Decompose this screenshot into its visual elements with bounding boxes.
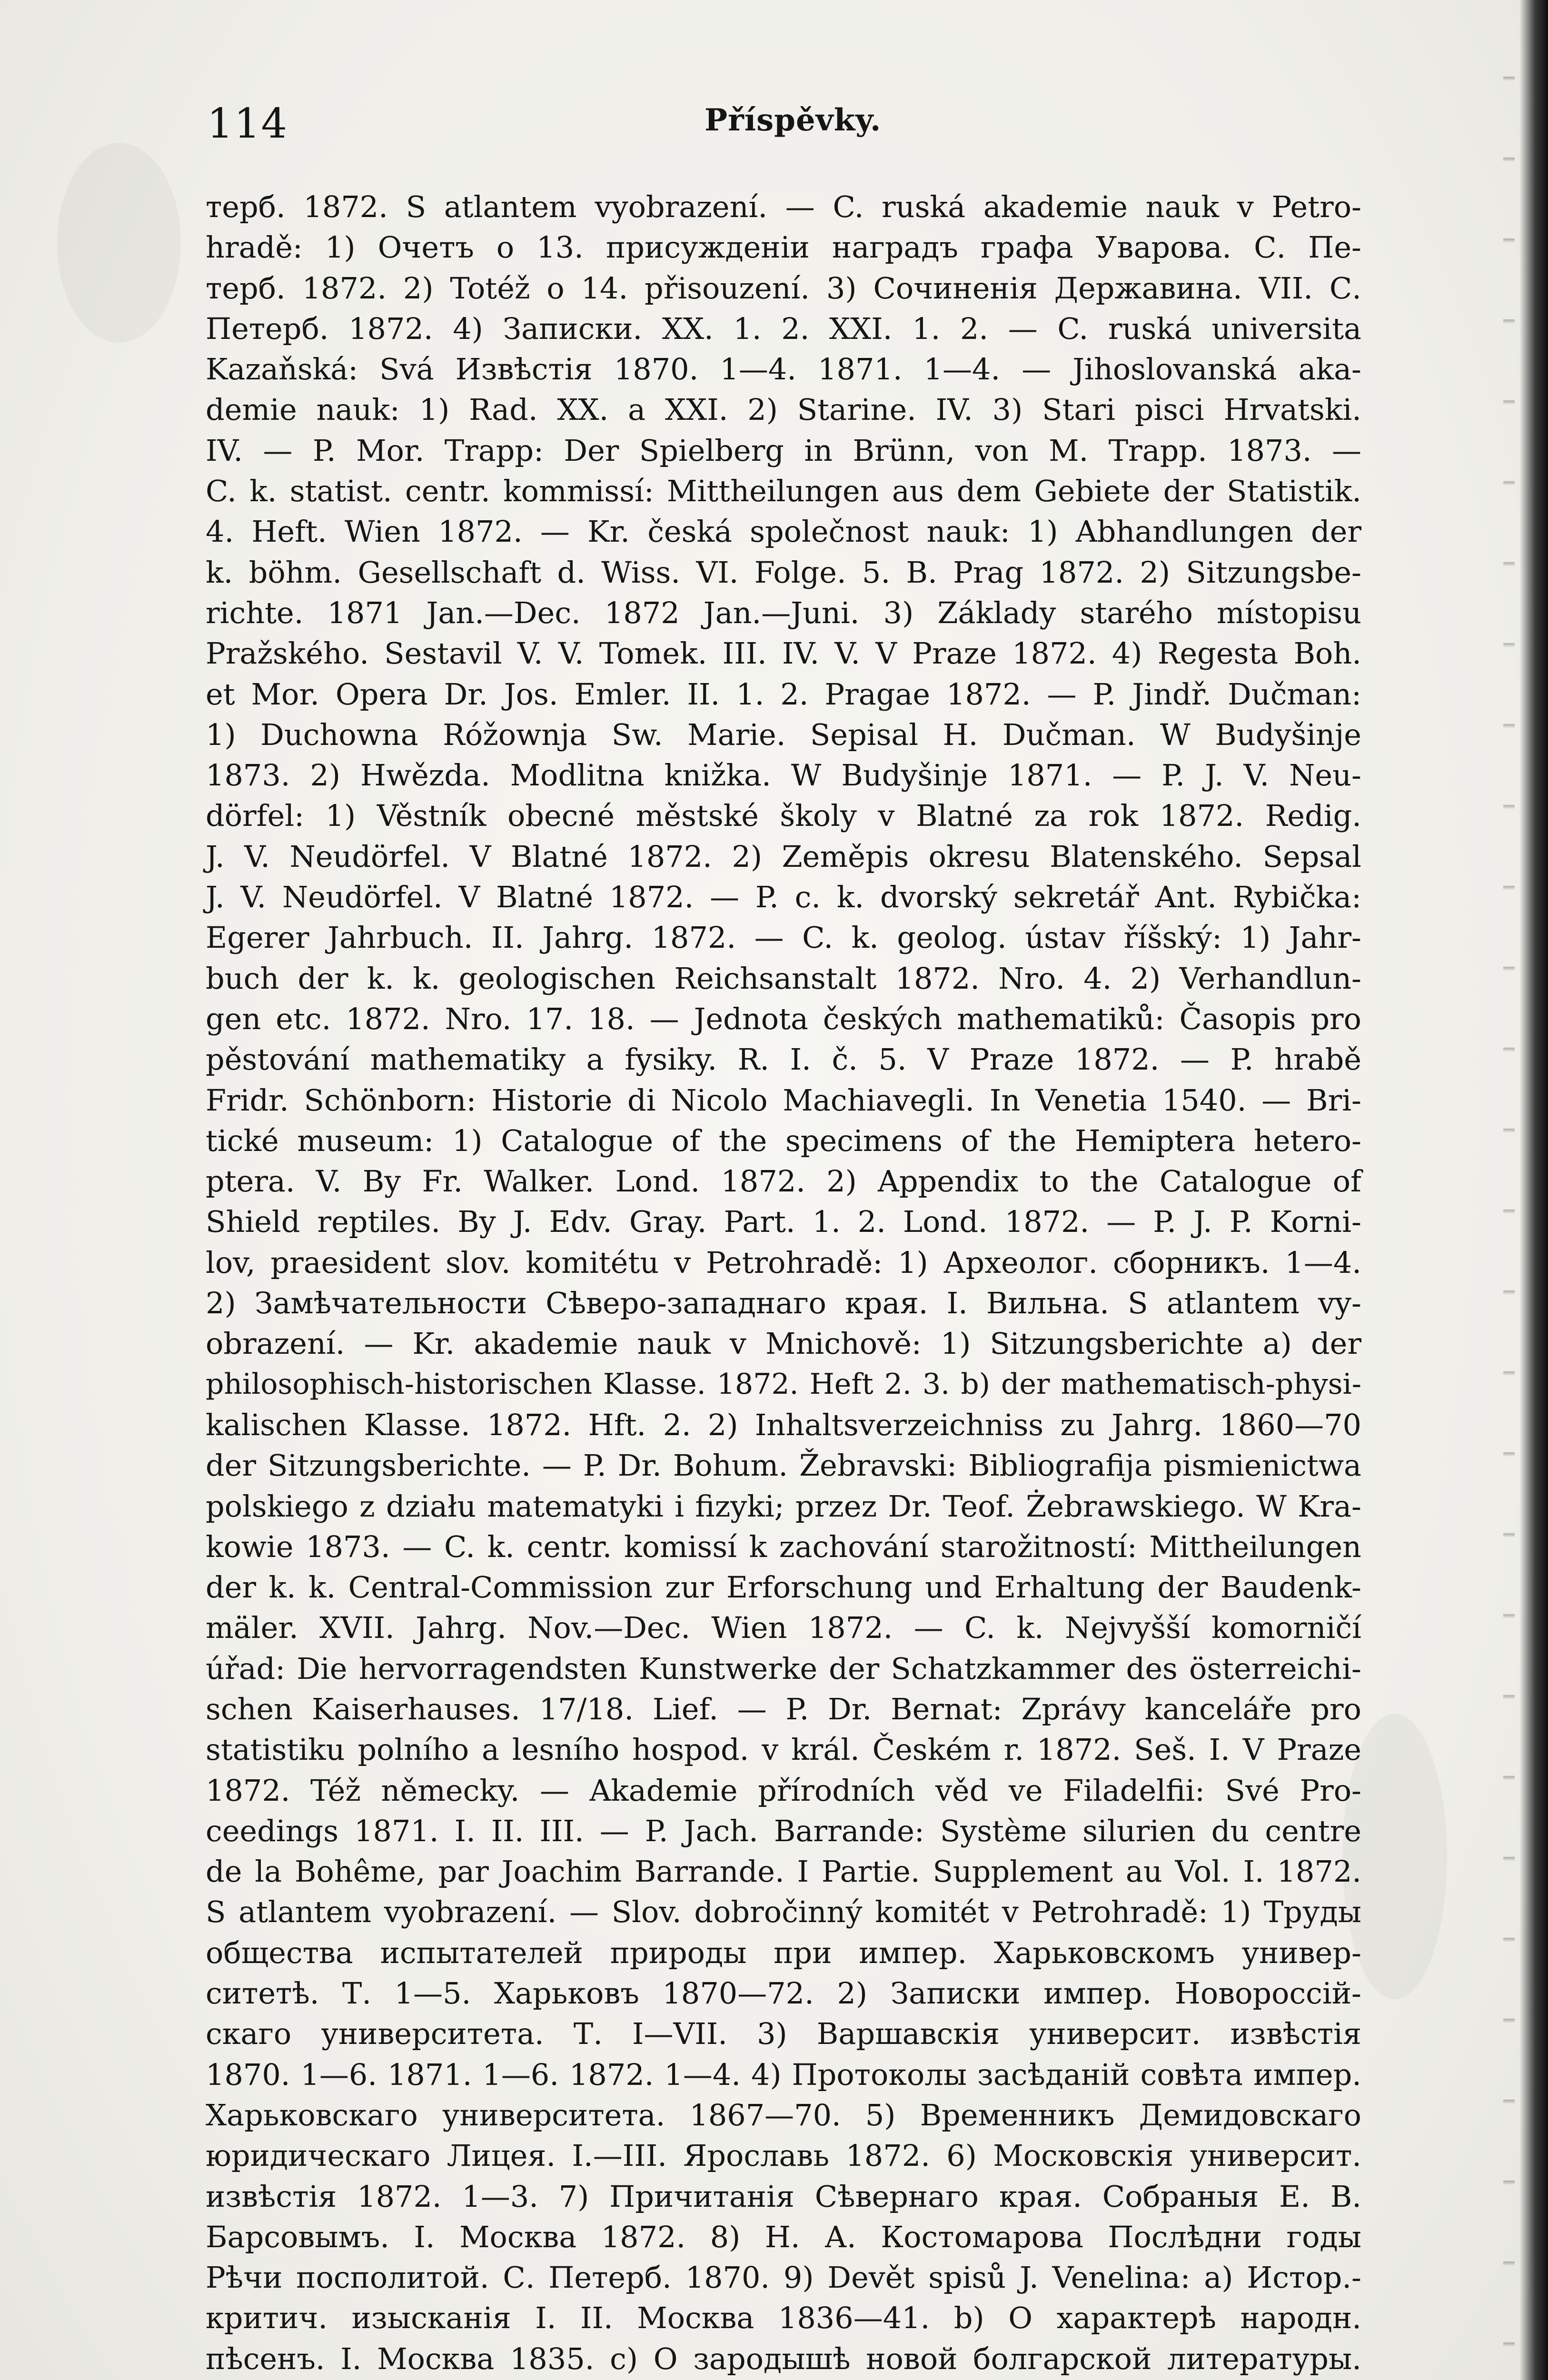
- text-line: statistiku polního a lesního hospod. v král. Českém r. 1872. Seš. I. V Praze: [206, 1732, 1361, 1767]
- page-edge-shadow: [1519, 0, 1548, 2380]
- text-line: 2) Замѣчательности Сѣверо-западнаго края. I. Вильна. S atlantem vy-: [206, 1286, 1361, 1321]
- text-line: критич. изысканія I. II. Москва 1836—41. b) О характерѣ народн.: [206, 2301, 1361, 2336]
- text-line: Egerer Jahrbuch. II. Jahrg. 1872. — C. k. geolog. ústav říšský: 1) Jahr-: [206, 920, 1361, 955]
- text-line: Харьковскаго университета. 1867—70. 5) Временникъ Демидовскаго: [206, 2097, 1361, 2132]
- text-line: kalischen Klasse. 1872. Hft. 2. 2) Inhaltsverzeichniss zu Jahrg. 1860—70: [206, 1407, 1361, 1442]
- text-line: скаго университета. Т. I—VII. 3) Варшавскія университ. извѣстія: [206, 2016, 1361, 2052]
- text-line: терб. 1872. S atlantem vyobrazení. — C. ruská akademie nauk v Petro-: [206, 189, 1361, 224]
- text-line: ptera. V. By Fr. Walker. Lond. 1872. 2) Appendix to the Catalogue of: [206, 1164, 1361, 1199]
- text-line: 1873. 2) Hwězda. Modlitna knižka. W Budyšinje 1871. — P. J. V. Neu-: [206, 758, 1361, 793]
- text-line: úřad: Die hervorragendsten Kunstwerke der Schatzkammer des österreichi-: [206, 1651, 1361, 1686]
- body-text: [206, 187, 1361, 2380]
- text-line: C. k. statist. centr. kommissí: Mittheilungen aus dem Gebiete der Statistik.: [206, 474, 1361, 509]
- text-line: der Sitzungsberichte. — P. Dr. Bohum. Žebravski: Bibliografija pismienictwa: [206, 1448, 1361, 1483]
- page-number: 114: [207, 100, 288, 148]
- text-line: Fridr. Schönborn: Historie di Nicolo Machiavegli. In Venetia 1540. — Bri-: [206, 1082, 1361, 1118]
- text-line: извѣстія 1872. 1—3. 7) Причитанія Сѣвернаго края. Собраныя Е. В.: [206, 2179, 1361, 2214]
- text-line: de la Bohême, par Joachim Barrande. I Partie. Supplement au Vol. I. 1872.: [206, 1854, 1361, 1889]
- text-line: k. böhm. Gesellschaft d. Wiss. VI. Folge. 5. B. Prag 1872. 2) Sitzungsbe-: [206, 555, 1361, 590]
- text-line: IV. — P. Mor. Trapp: Der Spielberg in Brünn, von M. Trapp. 1873. —: [206, 433, 1361, 468]
- text-line: lov, praesident slov. komitétu v Petrohradě: 1) Археолог. сборникъ. 1—4.: [206, 1245, 1361, 1280]
- text-line: richte. 1871 Jan.—Dec. 1872 Jan.—Juni. 3) Základy starého místopisu: [206, 595, 1361, 630]
- text-line: kowie 1873. — C. k. centr. komissí k zachování starožitností: Mittheilungen: [206, 1529, 1361, 1564]
- text-line: dörfel: 1) Věstník obecné městské školy v Blatné za rok 1872. Redig.: [206, 798, 1361, 833]
- text-line: ceedings 1871. I. II. III. — P. Jach. Barrande: Système silurien du centre: [206, 1813, 1361, 1848]
- text-line: 1870. 1—6. 1871. 1—6. 1872. 1—4. 4) Протоколы засѣданій совѣта импер.: [206, 2057, 1361, 2092]
- text-line: mäler. XVII. Jahrg. Nov.—Dec. Wien 1872. — C. k. Nejvyšší komorničí: [206, 1610, 1361, 1646]
- text-line: S atlantem vyobrazení. — Slov. dobročinný komitét v Petrohradě: 1) Труды: [206, 1894, 1361, 1930]
- text-line: Kazaňská: Svá Извѣстія 1870. 1—4. 1871. 1—4. — Jihoslovanská aka-: [206, 352, 1361, 387]
- page-edge-texture: [1503, 0, 1515, 2380]
- text-line: общества испытателей природы при импер. Харьковскомъ универ-: [206, 1935, 1361, 1970]
- text-line: der k. k. Central-Commission zur Erforschung und Erhaltung der Baudenk-: [206, 1570, 1361, 1605]
- text-line: buch der k. k. geologischen Reichsanstalt 1872. Nro. 4. 2) Verhandlun-: [206, 961, 1361, 996]
- text-line: терб. 1872. 2) Totéž o 14. přisouzení. 3) Сочиненія Державина. VII. С.: [206, 270, 1361, 306]
- text-line: obrazení. — Kr. akademie nauk v Mnichově: 1) Sitzungsberichte a) der: [206, 1326, 1361, 1361]
- text-line: philosophisch-historischen Klasse. 1872. Heft 2. 3. b) der mathematisch-physi-: [206, 1367, 1361, 1401]
- text-line: ситетѣ. Т. 1—5. Харьковъ 1870—72. 2) Записки импер. Новороссій-: [206, 1976, 1361, 2011]
- paper-stain: [57, 143, 181, 343]
- text-line: Shield reptiles. By J. Edv. Gray. Part. 1. 2. Lond. 1872. — P. J. P. Korni-: [206, 1204, 1361, 1240]
- text-line: Петерб. 1872. 4) Записки. XX. 1. 2. XXI. 1. 2. — C. ruská universita: [206, 311, 1361, 346]
- text-line: polskiego z działu matematyki i fizyki; przez Dr. Teof. Żebrawskiego. W Kra-: [206, 1488, 1361, 1524]
- text-line: 4. Heft. Wien 1872. — Kr. česká společnost nauk: 1) Abhandlungen der: [206, 514, 1361, 549]
- text-line: pěstování mathematiky a fysiky. R. I. č. 5. V Praze 1872. — P. hrabě: [206, 1042, 1361, 1077]
- text-line: 1872. Též německy. — Akademie přírodních věd ve Filadelfii: Své Pro-: [206, 1773, 1361, 1808]
- text-line: Барсовымъ. I. Москва 1872. 8) Н. А. Костомарова Послѣдни годы: [206, 2219, 1361, 2254]
- text-line: tické museum: 1) Catalogue of the specimens of the Hemiptera hetero-: [206, 1123, 1361, 1158]
- text-line: demie nauk: 1) Rad. XX. a XXI. 2) Starine. IV. 3) Stari pisci Hrvatski.: [206, 392, 1361, 427]
- text-line: hradě: 1) Очетъ о 13. присужденіи наградъ графа Уварова. С. Пе-: [206, 230, 1361, 265]
- text-line: et Mor. Opera Dr. Jos. Emler. II. 1. 2. Pragae 1872. — P. Jindř. Dučman:: [206, 676, 1361, 712]
- text-line: Рѣчи посполитой. С. Петерб. 1870. 9) Devět spisů J. Venelina: a) Истор.-: [206, 2260, 1361, 2295]
- text-line: gen etc. 1872. Nro. 17. 18. — Jednota českých mathematiků: Časopis pro: [206, 1001, 1361, 1036]
- text-line: пѣсенъ. I. Москва 1835. c) О зародышѣ новой болгарской литературы.: [206, 2341, 1361, 2376]
- text-line: schen Kaiserhauses. 17/18. Lief. — P. Dr. Bernat: Zprávy kanceláře pro: [206, 1691, 1361, 1726]
- text-line: 1) Duchowna Róžownja Sw. Marie. Sepisal H. Dučman. W Budyšinje: [206, 717, 1361, 752]
- running-head: Příspěvky.: [705, 102, 882, 138]
- text-line: J. V. Neudörfel. V Blatné 1872. 2) Zeměpis okresu Blatenského. Sepsal: [206, 839, 1361, 874]
- text-line: юридическаго Лицея. I.—III. Ярославь 1872. 6) Московскія университ.: [206, 2138, 1361, 2173]
- text-line: Pražského. Sestavil V. V. Tomek. III. IV. V. V Praze 1872. 4) Regesta Boh.: [206, 636, 1361, 671]
- text-line: J. V. Neudörfel. V Blatné 1872. — P. c. k. dvorský sekretář Ant. Rybička:: [206, 880, 1361, 915]
